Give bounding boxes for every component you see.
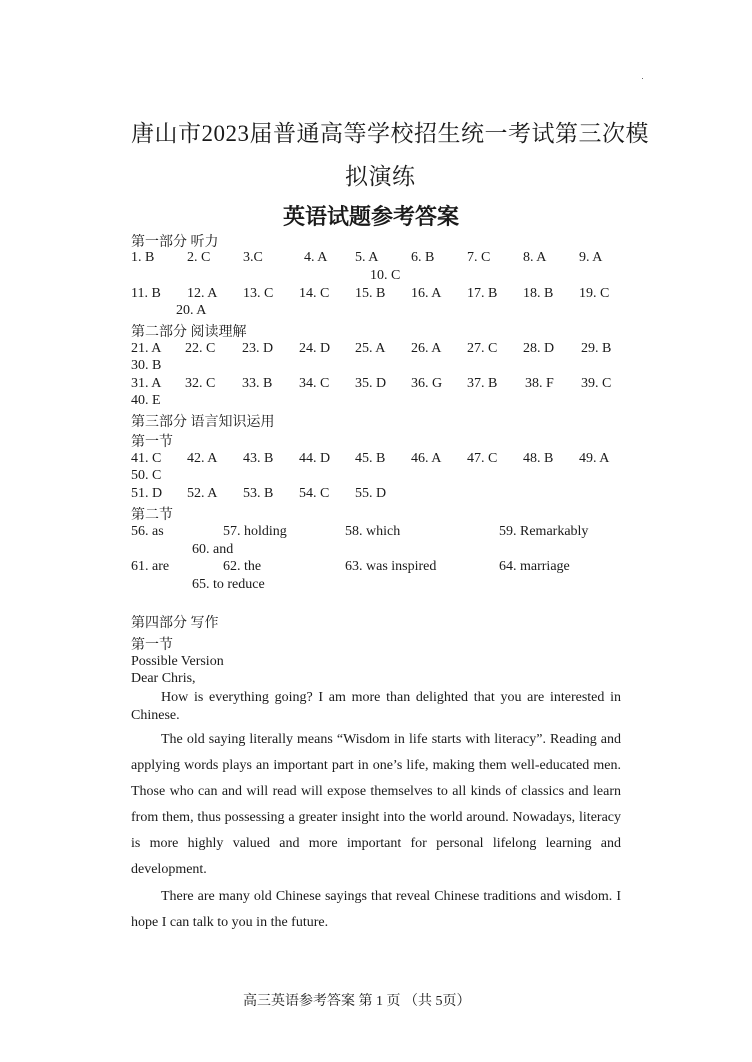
answer-7: 7. C bbox=[467, 250, 491, 265]
answer-56: 56. as bbox=[131, 524, 164, 539]
answer-24: 24. D bbox=[299, 341, 331, 356]
part2-heading: 第二部分 阅读理解 bbox=[131, 325, 247, 340]
page-title-line1: 唐山市2023届普通高等学校招生统一考试第三次模 bbox=[131, 121, 649, 146]
answer-49: 49. A bbox=[579, 451, 610, 466]
answer-36: 36. G bbox=[411, 376, 443, 391]
answer-39: 39. C bbox=[581, 376, 612, 391]
answer-44: 44. D bbox=[299, 451, 331, 466]
part3-heading: 第三部分 语言知识运用 bbox=[131, 415, 275, 430]
page-footer: 高三英语参考答案 第 1 页 （共 5页） bbox=[243, 994, 471, 1009]
answer-62: 62. the bbox=[223, 559, 262, 574]
answer-64: 64. marriage bbox=[499, 559, 570, 574]
answer-55: 55. D bbox=[355, 486, 387, 501]
answer-20: 20. A bbox=[176, 303, 207, 318]
answer-17: 17. B bbox=[467, 286, 498, 301]
answer-60: 60. and bbox=[192, 542, 234, 557]
answer-51: 51. D bbox=[131, 486, 163, 501]
page-title-line2: 拟演练 bbox=[345, 164, 416, 189]
answer-2: 2. C bbox=[187, 250, 211, 265]
answer-19: 19. C bbox=[579, 286, 610, 301]
answer-31: 31. A bbox=[131, 376, 162, 391]
answer-47: 47. C bbox=[467, 451, 498, 466]
answer-40: 40. E bbox=[131, 393, 161, 408]
answer-43: 43. B bbox=[243, 451, 274, 466]
answer-11: 11. B bbox=[131, 286, 161, 301]
answer-27: 27. C bbox=[467, 341, 498, 356]
answer-9: 9. A bbox=[579, 250, 603, 265]
essay-paragraph-2: The old saying literally means “Wisdom in life starts with literacy”. Reading and applying words plays an important part in one’s life, making them well-educated men. Those who can and will read will expose themselves to all kinds of classics and learn from them, thus possessing a greater insight into the world around. Nowadays, literacy is more highly valued and more important for personal lifelong learning and development. bbox=[131, 732, 621, 877]
answer-45: 45. B bbox=[355, 451, 386, 466]
answer-4: 4. A bbox=[304, 250, 328, 265]
answer-1: 1. B bbox=[131, 250, 155, 265]
answer-41: 41. C bbox=[131, 451, 162, 466]
answer-34: 34. C bbox=[299, 376, 330, 391]
essay-paragraph-1: How is everything going? I am more than delighted that you are interested in Chinese. bbox=[131, 690, 621, 723]
part3-section1-heading: 第一节 bbox=[131, 435, 173, 450]
answer-14: 14. C bbox=[299, 286, 330, 301]
answer-30: 30. B bbox=[131, 358, 162, 373]
part3-section2-heading: 第二节 bbox=[131, 508, 173, 523]
answer-21: 21. A bbox=[131, 341, 162, 356]
answer-37: 37. B bbox=[467, 376, 498, 391]
part1-heading: 第一部分 听力 bbox=[131, 235, 219, 250]
answer-23: 23. D bbox=[242, 341, 274, 356]
answer-63: 63. was inspired bbox=[345, 559, 437, 574]
answer-59: 59. Remarkably bbox=[499, 524, 589, 539]
answer-15: 15. B bbox=[355, 286, 386, 301]
answer-35: 35. D bbox=[355, 376, 387, 391]
answer-13: 13. C bbox=[243, 286, 274, 301]
answer-12: 12. A bbox=[187, 286, 218, 301]
answer-38: 38. F bbox=[525, 376, 554, 391]
answer-6: 6. B bbox=[411, 250, 435, 265]
answer-10: 10. C bbox=[370, 268, 401, 283]
scan-speck bbox=[642, 78, 643, 79]
answer-61: 61. are bbox=[131, 559, 170, 574]
answer-26: 26. A bbox=[411, 341, 442, 356]
answer-42: 42. A bbox=[187, 451, 218, 466]
answer-58: 58. which bbox=[345, 524, 401, 539]
answer-32: 32. C bbox=[185, 376, 216, 391]
answer-65: 65. to reduce bbox=[192, 577, 265, 592]
possible-version-label: Possible Version bbox=[131, 654, 224, 669]
answer-16: 16. A bbox=[411, 286, 442, 301]
answer-57: 57. holding bbox=[223, 524, 287, 539]
answer-46: 46. A bbox=[411, 451, 442, 466]
answer-29: 29. B bbox=[581, 341, 612, 356]
answer-50: 50. C bbox=[131, 468, 162, 483]
answer-52: 52. A bbox=[187, 486, 218, 501]
page-subtitle: 英语试题参考答案 bbox=[283, 204, 460, 229]
answer-5: 5. A bbox=[355, 250, 379, 265]
answer-25: 25. A bbox=[355, 341, 386, 356]
answer-28: 28. D bbox=[523, 341, 555, 356]
answer-22: 22. C bbox=[185, 341, 216, 356]
part4-section1-heading: 第一节 bbox=[131, 638, 173, 653]
letter-salutation: Dear Chris, bbox=[131, 671, 196, 686]
answer-8: 8. A bbox=[523, 250, 547, 265]
answer-54: 54. C bbox=[299, 486, 330, 501]
essay-paragraph-3: There are many old Chinese sayings that reveal Chinese traditions and wisdom. I hope I can talk to you in the future. bbox=[131, 889, 621, 930]
answer-3: 3.C bbox=[243, 250, 263, 265]
answer-18: 18. B bbox=[523, 286, 554, 301]
answer-33: 33. B bbox=[242, 376, 273, 391]
answer-48: 48. B bbox=[523, 451, 554, 466]
answer-53: 53. B bbox=[243, 486, 274, 501]
part4-heading: 第四部分 写作 bbox=[131, 616, 219, 631]
